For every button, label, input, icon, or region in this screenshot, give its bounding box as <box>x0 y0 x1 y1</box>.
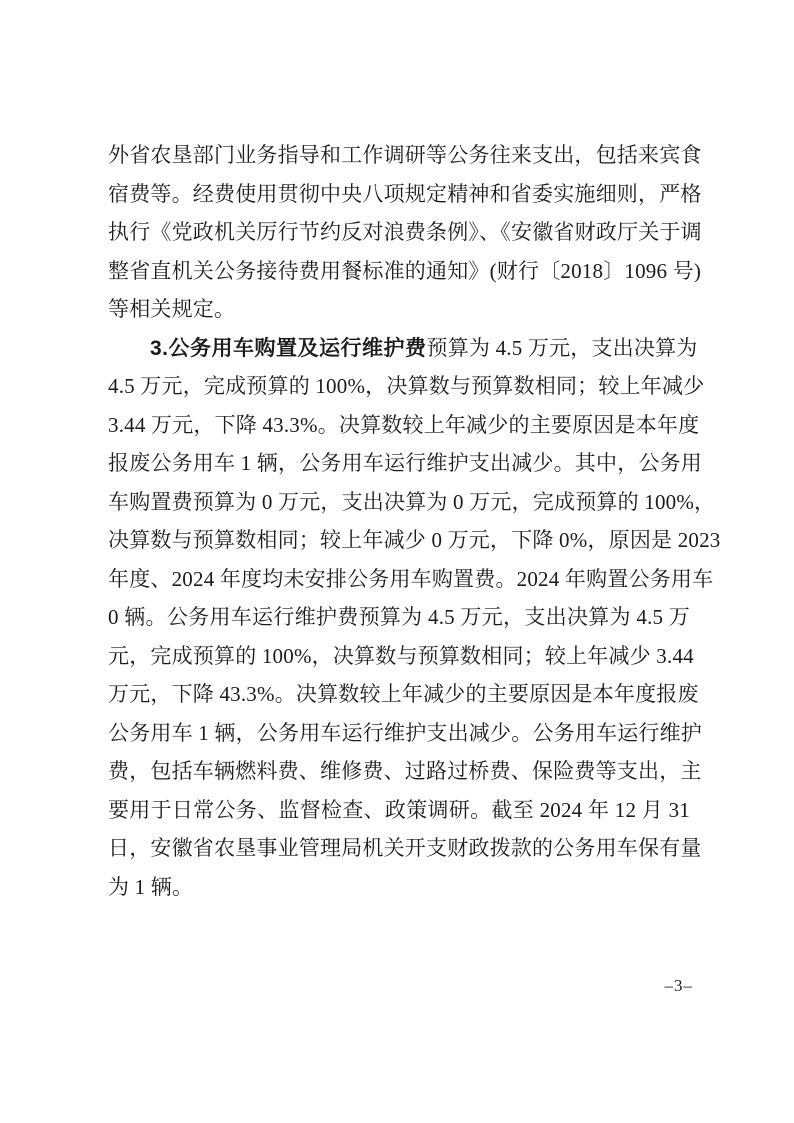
text-line: 4.5 万元，完成预算的 100%，决算数与预算数相同；较上年减少 <box>108 374 705 398</box>
text-line: 宿费等。经费使用贯彻中央八项规定精神和省委实施细则，严格 <box>108 181 702 206</box>
text-line: 要用于日常公务、监督检查、政策调研。截至 2024 年 12 月 31 <box>108 797 690 822</box>
text-line: 决算数与预算数相同；较上年减少 0 万元，下降 0%，原因是 2023 <box>108 528 721 552</box>
text-line: 整省直机关公务接待费用餐标准的通知》(财行〔2018〕1096 号) <box>108 258 702 283</box>
text-line: 等相关规定。 <box>108 297 236 321</box>
body-text <box>108 136 721 906</box>
text-line: 公务用车 1 辆，公务用车运行维护支出减少。公务用车运行维护 <box>108 720 702 745</box>
text-line <box>108 329 698 368</box>
text-line: 3.44 万元，下降 43.3%。决算数较上年减少的主要原因是本年度 <box>108 412 700 437</box>
text-line: 报废公务用车 1 辆，公务用车运行维护支出减少。其中，公务用 <box>108 451 702 475</box>
text-line: 执行《党政机关厉行节约反对浪费条例》、《安徽省财政厅关于调 <box>108 220 702 244</box>
section-heading-rest: 预算为 4.5 万元，支出决算为 <box>426 335 698 360</box>
text-line: 万元，下降 43.3%。决算数较上年减少的主要原因是本年度报废 <box>108 682 699 706</box>
text-line: 费，包括车辆燃料费、维修费、过路过桥费、保险费等支出，主 <box>108 759 702 783</box>
text-line: 0 辆。公务用车运行维护费预算为 4.5 万元，支出决算为 4.5 万 <box>108 605 690 629</box>
text-line: 日，安徽省农垦事业管理局机关开支财政拨款的公务用车保有量 <box>108 836 702 860</box>
text-line: 元，完成预算的 100%，决算数与预算数相同；较上年减少 3.44 <box>108 643 694 668</box>
text-line: 车购置费预算为 0 万元，支出决算为 0 万元，完成预算的 100%， <box>108 489 716 514</box>
text-line: 外省农垦部门业务指导和工作调研等公务往来支出，包括来宾食 <box>108 143 702 167</box>
page-number: –3– <box>664 976 693 995</box>
section-heading: 3.公务用车购置及运行维护费 <box>150 336 427 360</box>
text-line: 为 1 辆。 <box>108 874 194 899</box>
text-line: 年度、2024 年度均未安排公务用车购置费。2024 年购置公务用车 <box>108 566 714 591</box>
